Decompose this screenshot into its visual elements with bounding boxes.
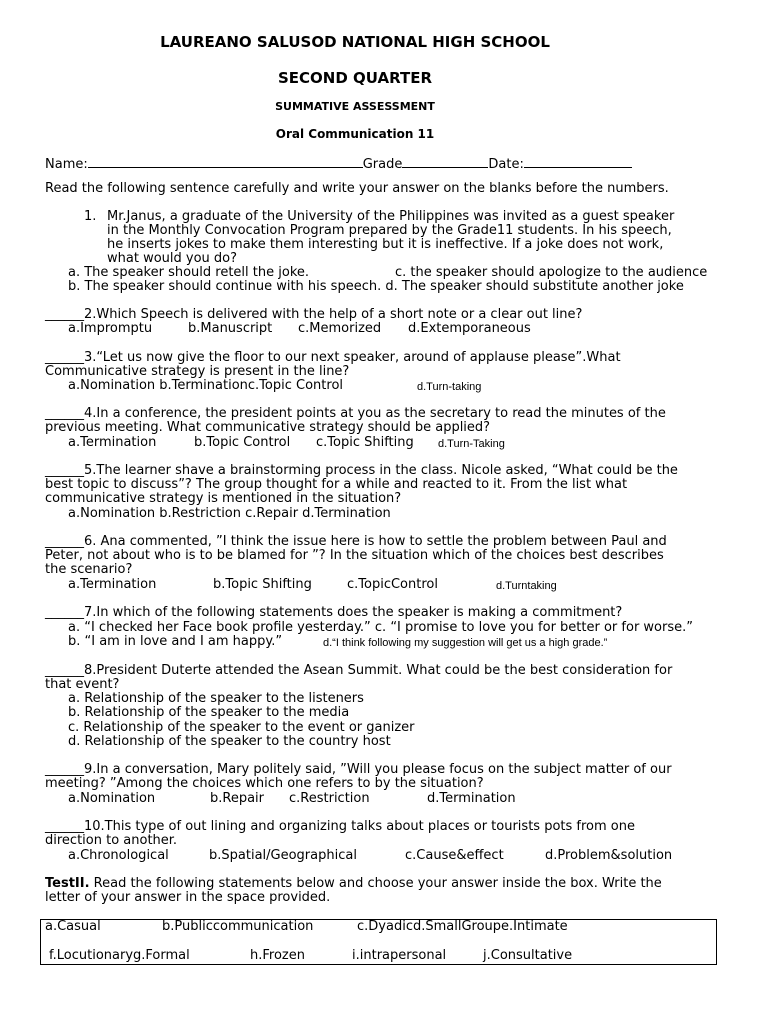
choice-c-d-e: c.Dyadicd.SmallGroupe.Intimate xyxy=(357,919,568,934)
quarter-title: SECOND QUARTER xyxy=(277,69,433,87)
q10-option-d: d.Problem&solution xyxy=(545,848,673,863)
q8-line1: ______8.President Duterte attended the Asean Summit. What could be the best consideration for xyxy=(45,663,673,678)
answer-choices-box xyxy=(40,919,717,965)
q4-line2: previous meeting. What communicative strategy should be applied? xyxy=(45,420,491,435)
q9-option-a: a.Nomination xyxy=(68,791,156,806)
subject-title: Oral Communication 11 xyxy=(275,127,435,141)
grade-blank[interactable] xyxy=(402,156,488,168)
q3-option-d: d.Turn-taking xyxy=(417,381,482,393)
q2-option-c: c.Memorized xyxy=(298,321,382,336)
q7-stem: ______7.In which of the following statements does the speaker is making a commitment? xyxy=(45,605,623,620)
choice-i: i.intrapersonal xyxy=(352,948,447,963)
q6-option-b: b.Topic Shifting xyxy=(213,577,312,592)
q1-number: 1. xyxy=(84,209,97,224)
choice-a: a.Casual xyxy=(45,919,101,934)
q1-line3: he inserts jokes to make them interesting but it is ineffective. If a joke does not work, xyxy=(107,237,664,252)
q1-option-c: c. the speaker should apologize to the audience xyxy=(395,265,708,280)
date-label: Date: xyxy=(488,157,524,172)
q8-line2: that event? xyxy=(45,677,120,692)
q2-stem: ______2.Which Speech is delivered with the help of a short note or a clear out line? xyxy=(45,307,583,322)
q10-stem xyxy=(45,820,721,834)
grade-label: Grade xyxy=(362,157,403,172)
q4-option-b: b.Topic Control xyxy=(194,435,291,450)
q5-line2: best topic to discuss”? The group thought for a while and reacted to it. From the list what xyxy=(45,477,628,492)
q6-line2: Peter, not about who is to be blamed for ”? In the situation which of the choices best describes xyxy=(45,548,664,563)
q8-option-d: d. Relationship of the speaker to the country host xyxy=(68,734,391,749)
q4-option-c: c.Topic Shifting xyxy=(316,435,414,450)
q10-option-a: a.Chronological xyxy=(68,848,169,863)
q5-stem xyxy=(45,464,721,492)
test2-instructions xyxy=(45,877,729,891)
q9-option-d: d.Termination xyxy=(427,791,516,806)
q1-option-b-d: b. The speaker should continue with his speech. d. The speaker should substitute another joke xyxy=(68,279,684,294)
choice-h: h.Frozen xyxy=(250,948,305,963)
q10-line2: direction to another. xyxy=(45,833,178,848)
q3-options-abc: a.Nomination b.Terminationc.Topic Control xyxy=(68,378,344,393)
q2-option-d: d.Extemporaneous xyxy=(408,321,531,336)
instructions: Read the following sentence carefully and write your answer on the blanks before the numbers. xyxy=(45,181,669,196)
q6-stem xyxy=(45,535,721,563)
q10-option-b: b.Spatial/Geographical xyxy=(209,848,357,863)
q5-line1: ______5.The learner shave a brainstorming process in the class. Nicole asked, “What could be the xyxy=(45,463,678,478)
q1-line4: what would you do? xyxy=(107,251,238,266)
q7-option-d: d.“I think following my suggestion will get us a high grade.” xyxy=(323,637,608,649)
q6-option-a: a.Termination xyxy=(68,577,157,592)
q4-option-d: d.Turn-Taking xyxy=(438,438,505,450)
q9-line2: meeting? ”Among the choices which one refers to by the situation? xyxy=(45,776,484,791)
q7-option-a-c: a. “I checked her Face book profile yesterday.” c. “I promise to love you for better or for worse.” xyxy=(68,620,693,635)
q6-option-d: d.Turntaking xyxy=(496,580,557,592)
q6-option-c: c.TopicControl xyxy=(347,577,438,592)
q9-stem xyxy=(45,763,721,777)
q3-line2: Communicative strategy is present in the line? xyxy=(45,364,350,379)
q8-option-a: a. Relationship of the speaker to the listeners xyxy=(68,691,364,706)
name-blank[interactable] xyxy=(88,156,363,168)
test2-line2: letter of your answer in the space provided. xyxy=(45,890,331,905)
q8-stem xyxy=(45,664,721,678)
q1-line2: in the Monthly Convocation Program prepared by the Grade11 students. In his speech, xyxy=(107,223,672,238)
q6-line1: ______6. Ana commented, ”I think the issue here is how to settle the problem between Paul and xyxy=(45,534,667,549)
q3-line1: ______3.“Let us now give the floor to our next speaker, around of applause please”.What xyxy=(45,350,621,365)
q8-option-c: c. Relationship of the speaker to the event or ganizer xyxy=(68,720,415,735)
name-label: Name: xyxy=(45,157,88,172)
q10-option-c: c.Cause&effect xyxy=(405,848,504,863)
q1-line1: Mr.Janus, a graduate of the University of the Philippines was invited as a guest speaker xyxy=(107,209,675,224)
q6-line3: the scenario? xyxy=(45,562,133,577)
q4-stem xyxy=(45,407,721,421)
q1-option-a: a. The speaker should retell the joke. xyxy=(68,265,310,280)
choice-j: j.Consultative xyxy=(483,948,573,963)
q2-option-a: a.Impromptu xyxy=(68,321,153,336)
date-blank[interactable] xyxy=(524,156,632,168)
choice-b: b.Publiccommunication xyxy=(162,919,314,934)
q5-line3: communicative strategy is mentioned in the situation? xyxy=(45,491,402,506)
q8-option-b: b. Relationship of the speaker to the media xyxy=(68,705,350,720)
school-name: LAUREANO SALUSOD NATIONAL HIGH SCHOOL xyxy=(160,33,550,51)
q2-option-b: b.Manuscript xyxy=(188,321,273,336)
q9-line1: ______9.In a conversation, Mary politely said, ”Will you please focus on the subject matter of our xyxy=(45,762,672,777)
test2-line1: Read the following statements below and choose your answer inside the box. Write the xyxy=(89,876,662,891)
q1-stem xyxy=(107,210,721,266)
q5-options: a.Nomination b.Restriction c.Repair d.Termination xyxy=(68,506,391,521)
assessment-title: SUMMATIVE ASSESSMENT xyxy=(275,100,435,113)
q7-option-b: b. “I am in love and I am happy.” xyxy=(68,634,283,649)
q4-option-a: a.Termination xyxy=(68,435,157,450)
info-line xyxy=(45,156,632,172)
test2-label: TestII. xyxy=(45,876,90,891)
choice-f-g: f.Locutionaryg.Formal xyxy=(49,948,190,963)
q9-option-c: c.Restriction xyxy=(289,791,370,806)
q9-option-b: b.Repair xyxy=(210,791,265,806)
q10-line1: ______10.This type of out lining and organizing talks about places or tourists pots from one xyxy=(45,819,635,834)
q4-line1: ______4.In a conference, the president points at you as the secretary to read the minutes of the xyxy=(45,406,666,421)
